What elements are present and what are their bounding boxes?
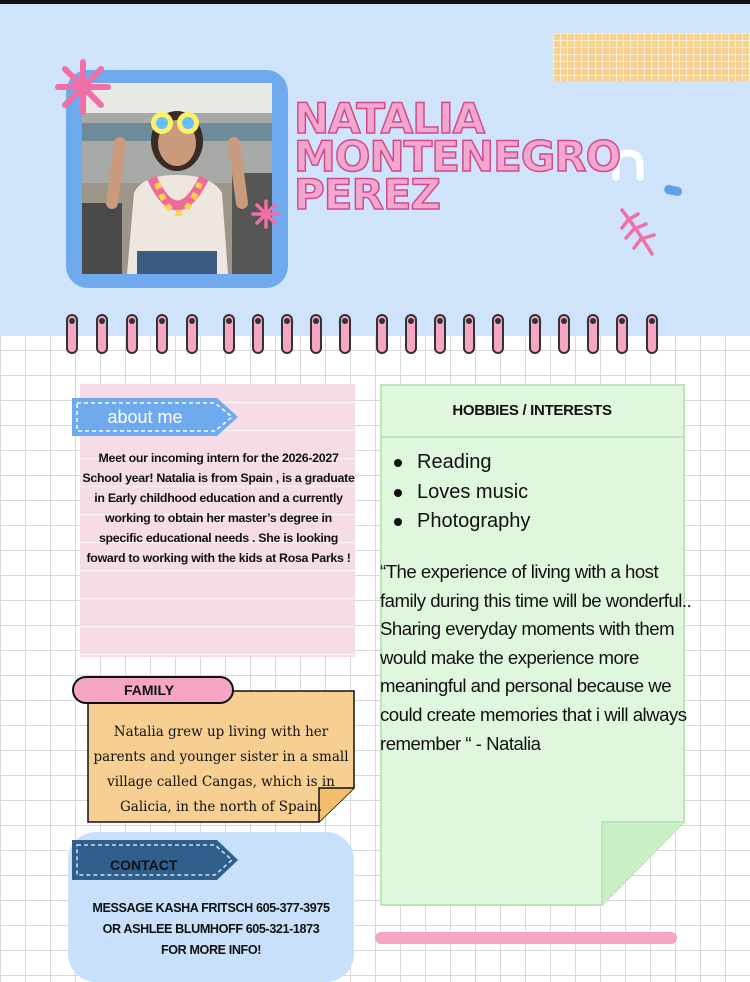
quote-text: “The experience of living with a host family during this time will be wonderful.. Sharing everyday moments with them would make the experience more meaningful and personal because we could create memories that i will always remember “ - Natalia <box>380 561 692 754</box>
binding-ring <box>463 314 475 354</box>
about-tag <box>72 398 238 436</box>
hobbies-list <box>391 448 530 537</box>
binding-ring <box>252 314 264 354</box>
contact-tag <box>72 840 238 880</box>
binding-ring <box>616 314 628 354</box>
pink-leaf-icon <box>614 206 660 258</box>
binding-ring <box>558 314 570 354</box>
binding-ring <box>156 314 168 354</box>
binding-ring <box>310 314 322 354</box>
binding-ring <box>434 314 446 354</box>
binding-ring <box>339 314 351 354</box>
list-item: Photography <box>391 507 530 537</box>
pink-starburst-icon <box>54 58 112 116</box>
spiral-binding-rings <box>66 314 666 358</box>
washi-tape <box>553 33 750 81</box>
pink-divider-bar <box>375 932 677 944</box>
blue-dash-icon <box>662 183 686 199</box>
binding-ring <box>126 314 138 354</box>
binding-ring <box>587 314 599 354</box>
binding-ring <box>223 314 235 354</box>
small-pink-starburst-icon <box>250 198 282 230</box>
binding-ring <box>96 314 108 354</box>
about-text: Meet our incoming intern for the 2026-2027 School year! Natalia is from Spain , is a graduate in Early childhood education and a currently working to obtain her master’s degree in specific educational needs . She is looking foward to working with the kids at Rosa Parks ! <box>82 451 355 565</box>
list-item: Loves music <box>391 478 530 508</box>
binding-ring <box>66 314 78 354</box>
hobbies-title: HOBBIES / INTERESTS <box>452 402 612 419</box>
family-text: Natalia grew up living with her parents and younger sister in a small village called Cangas, which is in Galicia, in the north of Spain. <box>93 724 349 815</box>
contact-line-2: OR ASHLEE BLUMHOFF 605-321-1873 <box>102 922 320 936</box>
binding-ring <box>186 314 198 354</box>
binding-ring <box>646 314 658 354</box>
binding-ring <box>529 314 541 354</box>
name-line-3: PEREZ <box>294 170 440 219</box>
binding-ring <box>492 314 504 354</box>
student-name <box>294 94 621 219</box>
binding-ring <box>405 314 417 354</box>
family-tag: FAMILY <box>72 676 234 704</box>
about-tag-label: about me <box>107 407 183 427</box>
list-item: Reading <box>391 448 530 478</box>
contact-line-1: MESSAGE KASHA FRITSCH 605-377-3975 <box>92 901 330 915</box>
binding-ring <box>376 314 388 354</box>
contact-text <box>70 898 352 961</box>
binding-ring <box>281 314 293 354</box>
contact-line-3: FOR MORE INFO! <box>160 943 262 957</box>
name-line-2: MONTENEGRO <box>294 132 621 181</box>
name-line-1: NATALIA <box>294 94 485 143</box>
contact-tag-label: CONTACT <box>110 857 178 873</box>
